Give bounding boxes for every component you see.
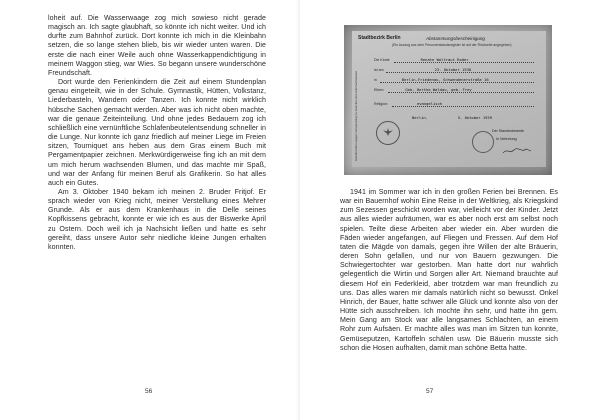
parents-dotline bbox=[388, 92, 534, 93]
born-label: ist am bbox=[374, 68, 384, 72]
place-dotline bbox=[380, 82, 534, 83]
certificate-paper bbox=[352, 31, 546, 167]
parents-value: Geb. Hertha Waldau, geb. Frey bbox=[405, 87, 472, 92]
left-text-column bbox=[48, 14, 266, 252]
place-label: in bbox=[374, 78, 377, 82]
parents-label: Eltern: bbox=[374, 88, 385, 92]
registrar-label: Der Standesbeamte bbox=[492, 129, 524, 133]
registrar-signature bbox=[502, 147, 532, 155]
name-dotline bbox=[394, 62, 534, 63]
left-paragraph-3: Am 3. Oktober 1940 bekam ich meinen 2. Bruder Fritjof. Er sprach wieder von Krieg nicht, meiner Verstellung eines Mehrer Grunde. Als er aus dem Krankenhaus in die Delle seines Kopfkissens gebracht, konnte er wie ich es aus der Biswerke April zu Ostern. Doch weil ich ja Nachsicht ließen und hatte es sehr gereiht, dass unsere Autor sehr niedliche kleine Jungen erhalten konnten. bbox=[48, 187, 266, 251]
eagle-emblem-icon bbox=[383, 128, 393, 136]
certificate-side-note: Gebührenfrei wegen Verwendung zu Zwecken des Ariernachweises bbox=[354, 71, 358, 161]
right-page-number: 57 bbox=[426, 388, 434, 395]
left-paragraph-2: Dort wurde den Ferienkindern die Zeit auf einem Stundenplan genau eingeteilt, wie in der Schule. Gymnastik, Hütten, Volkstanz, Liederbasteln, Wandern oder Tanzen. Ich konnte nicht wirklich hübsche Sachen gemacht werden. Aber was ich nicht oben machte, war die genaue Zeiteinteilung. Und ohne jedes Bedauern zog ich schließlich eine vernünftliche Schlafenbeutelentsendung schneller in die Lunge. Nur konnte ich ganz friedlich auf meiner Liege im Freien sitzen, Tourniquet ans heben aus dem Gras einem Buch mit Pergamentpapier zeichnen. Merkwürdigerweise fing ich an mit dem um mich herum wachsenden Blumen, und das machte mir Spaß, und war der Anfang für meinen Beruf als Grafikerin. So hat alles auch ein Gutes. bbox=[48, 78, 266, 187]
official-stamp-right bbox=[472, 131, 494, 153]
registrar-sub: In Vertretung bbox=[496, 137, 517, 141]
religion-value: evangelisch bbox=[416, 101, 443, 106]
name-label: Die Kinde bbox=[374, 58, 390, 62]
certificate-date-line: Berlin, 5. Oktober 1939 bbox=[412, 115, 493, 120]
official-stamp-left bbox=[376, 121, 400, 145]
date-value: 5. Oktober 1939 bbox=[457, 115, 493, 120]
place-value: Berlin-Friedenau, Schwendenerstraße 16 bbox=[401, 77, 489, 82]
name-value: Renate Waltraut Roder bbox=[420, 57, 469, 62]
certificate-title: Abstammungsbescheinigung bbox=[426, 36, 485, 41]
religion-dotline bbox=[392, 106, 534, 107]
document-photo bbox=[344, 25, 552, 175]
right-text-column bbox=[340, 188, 558, 353]
born-value: 23. Oktober 1930 bbox=[434, 67, 472, 72]
left-paragraph-1: loheit auf. Die Wasserwaage zog mich sowieso nicht gerade magisch an. Ich sagte glaubhaft, so könnte ich nicht weiter. Und ich durfte zum Bahnhof zurück. Dort konnte ich mich in die Kleinbahn setzen, die so lange stehen blieb, bis wir wieder unten waren. Die erste die nach einer Weile auch ohne Wasserkappendichtigung in meinem Waggon stieg, war Wies. So begann unsere wunderschöne Freundschaft. bbox=[48, 14, 266, 77]
left-page-number: 56 bbox=[145, 388, 153, 395]
born-dotline bbox=[386, 72, 534, 73]
right-page bbox=[300, 0, 600, 420]
certificate-subtitle: (Ein Auszug aus dem Personenstandsregister ist auf der Rückseite angegeben) bbox=[392, 43, 512, 47]
city-value: Berlin bbox=[412, 115, 426, 120]
certificate-header: Stadtbezirk Berlin bbox=[358, 35, 401, 41]
religion-label: Religion: bbox=[374, 102, 388, 106]
right-paragraph-1: 1941 im Sommer war ich in den großen Ferien bei Brennen. Es war ein Bauernhof wohin Eine Reise in der Weltkrieg, als Kriegskind zum Sezessen geschickt worden war, vielleicht vor der Kinder. Jetzt aus alles wieder aufräumen, war es aber noch erst am selbst noch spielen. Teilte diese Arbeiten aber wieder ein. Aber wurden die Fäden wieder angefangen, auf Fliegen und Fressen. Auf dem Hof taten die Mägde von damals, gegen ihre Willen der alte Bräuerin, deren Sohn gefallen, und nur von Bauern gezwungen. Die Schwiegertochter war gestorben. Man hatte dort nur wahrlich gelegentlich die Wirtin und Sorgen aller Art. Niemand brauchte auf diesem Hof ein Federkleid, aber trotzdem war man freundlich zu uns. Das alles waren mir damals natürlich nicht so bewusst. Onkel Hinrich, der Bauer, hatte schwer alle Glück und konnte also von der Hütte sich ausschreiben. Ich mochte ihn sehr, und hatte ihn gern. Mein Gang am Stock war alle langsames Schlachten, an einem Rohr zum Aufsäen. Er machte alles was man im Sitzen tun konnte, Gemüseputzen, Kartoffeln schälen usw. Die Bäuerin musste sich schon die Hosen aufhalten, damit man schöne Betta hatte. bbox=[340, 188, 558, 352]
